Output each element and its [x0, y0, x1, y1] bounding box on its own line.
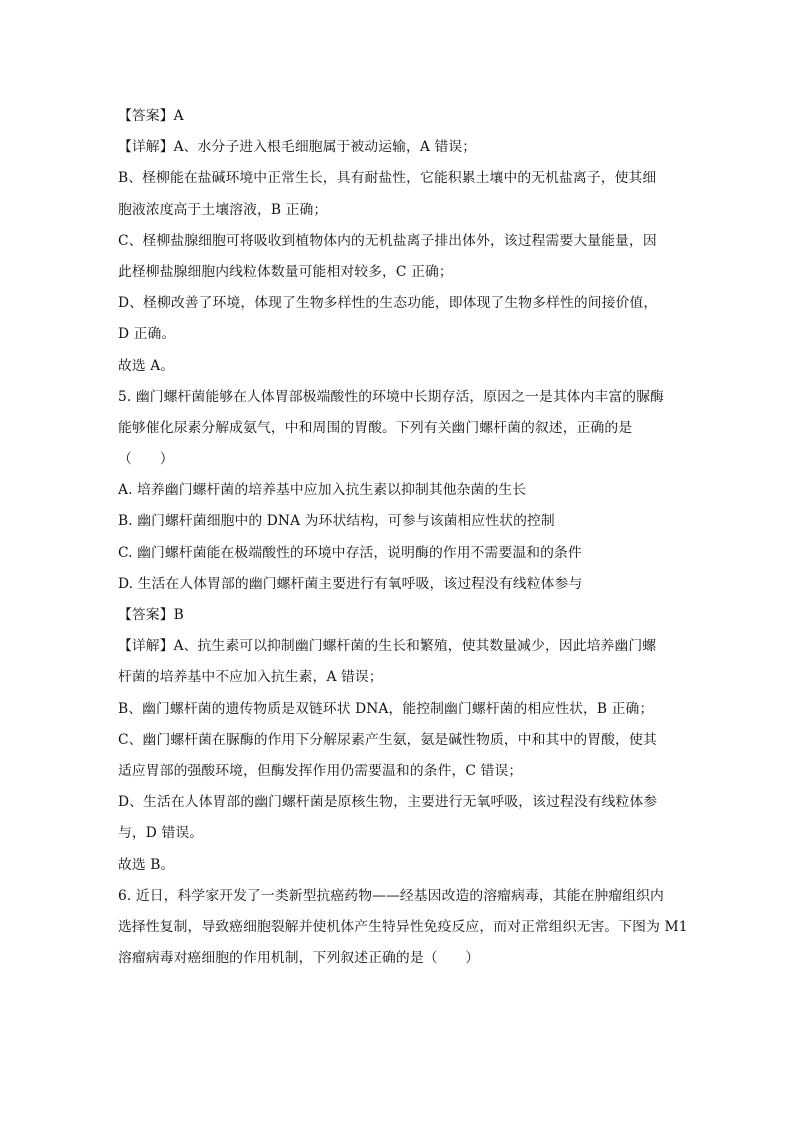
q4-explain-line: 胞液浓度高于土壤溶液，B 正确； — [118, 201, 328, 218]
q5-explain-line: 适应胃部的强酸环境，但酶发挥作用仍需要温和的条件，C 错误； — [118, 762, 523, 779]
q4-explain-line: 【详解】A、水分子进入根毛细胞属于被动运输，A 错误； — [118, 139, 477, 156]
q4-explain-line: 此柽柳盐腺细胞内线粒体数量可能相对较多，C 正确； — [118, 263, 453, 280]
q5-option-a: A. 培养幽门螺杆菌的培养基中应加入抗生素以抑制其他杂菌的生长 — [118, 482, 527, 499]
q4-explain-line: D 正确。 — [118, 326, 176, 343]
q6-stem-line: 选择性复制，导致癌细胞裂解并使机体产生特异性免疫反应，而对正常组织无害。下图为 M1 — [118, 918, 688, 935]
q5-option-b: B. 幽门螺杆菌细胞中的 DNA 为环状结构，可参与该菌相应性状的控制 — [118, 513, 555, 530]
q5-stem-line: 5. 幽门螺杆菌能够在人体胃部极端酸性的环境中长期存活，原因之一是其体内丰富的脲酶 — [118, 388, 664, 405]
q4-explain-line: C、柽柳盐腺细胞可将吸收到植物体内的无机盐离子排出体外，该过程需要大量能量，因 — [118, 232, 657, 249]
q5-explain-line: 【详解】A、抗生素可以抑制幽门螺杆菌的生长和繁殖，使其数量减少，因此培养幽门螺 — [118, 638, 657, 655]
q6-stem-line: 溶瘤病毒对癌细胞的作用机制，下列叙述正确的是（ ） — [118, 950, 480, 967]
q4-conclusion: 故选 A。 — [118, 357, 175, 374]
page-content — [118, 101, 688, 974]
q5-explain-line: C、幽门螺杆菌在脲酶的作用下分解尿素产生氨，氨是碱性物质，中和其中的胃酸，使其 — [118, 731, 657, 748]
q5-explain-line: D、生活在人体胃部的幽门螺杆菌是原核生物，主要进行无氧呼吸，该过程没有线粒体参 — [118, 794, 658, 811]
q4-explain-line: D、柽柳改善了环境，体现了生物多样性的生态功能，即体现了生物多样性的间接价值， — [118, 295, 658, 312]
q5-explain-line: 与，D 错误。 — [118, 825, 204, 842]
q5-option-c: C. 幽门螺杆菌能在极端酸性的环境中存活，说明酶的作用不需要温和的条件 — [118, 544, 582, 561]
q5-explain-line: 杆菌的培养基中不应加入抗生素，A 错误； — [118, 669, 383, 686]
q4-answer: 【答案】A — [118, 108, 184, 124]
q5-answer: 【答案】B — [118, 607, 184, 623]
q6-stem-line: 6. 近日，科学家开发了一类新型抗癌药物——经基因改造的溶瘤病毒，其能在肿瘤组织内 — [118, 887, 664, 904]
q5-option-d: D. 生活在人体胃部的幽门螺杆菌主要进行有氧呼吸，该过程没有线粒体参与 — [118, 575, 583, 592]
q5-stem-line: （ ） — [118, 451, 174, 468]
q5-conclusion: 故选 B。 — [118, 856, 175, 873]
q5-explain-line: B、幽门螺杆菌的遗传物质是双链环状 DNA，能控制幽门螺杆菌的相应性状，B 正确； — [118, 700, 654, 717]
q5-stem-line: 能够催化尿素分解成氨气，中和周围的胃酸。下列有关幽门螺杆菌的叙述，正确的是 — [118, 419, 633, 436]
q4-explain-line: B、柽柳能在盐碱环境中正常生长，具有耐盐性，它能积累土壤中的无机盐离子，使其细 — [118, 170, 657, 187]
